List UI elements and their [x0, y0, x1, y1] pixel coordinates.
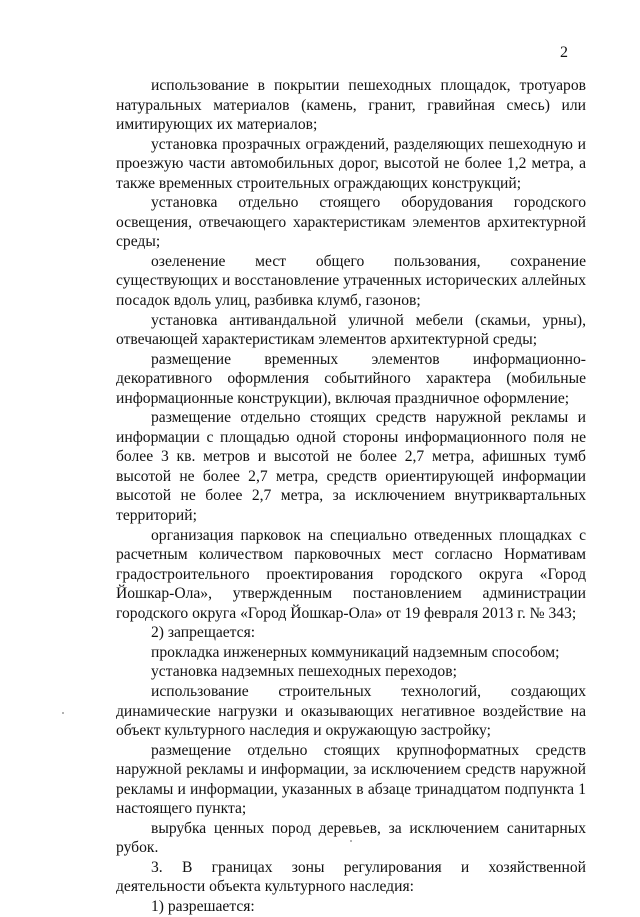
scan-speck: [62, 712, 64, 714]
paragraph: установка отдельно стоящего оборудования городского освещения, отвечающего характеристикам элементов архитектурной среды;: [116, 194, 586, 251]
paragraph: прокладка инженерных коммуникаций надземным способом;: [151, 643, 560, 661]
page-number: 2: [560, 44, 568, 61]
subsection-heading: 1) разрешается:: [151, 897, 255, 915]
paragraph: озеленение мест общего пользования, сохранение существующих и восстановление утраченных исторических аллейных посадок вдоль улиц, разбивка клумб, газонов;: [116, 252, 586, 310]
paragraph: размещение отдельно стоящих средств наружной рекламы и информации с площадью одной стороны информационного поля не более 3 кв. метров и высотой не более 2,7 метра, афишных тумб высотой не более 2,7 метра, средств ориентирующей информации высотой не более 2,7 метра, за исключением внутриквартальных территорий;: [116, 409, 586, 525]
paragraph: установка прозрачных ограждений, разделяющих пешеходную и проезжую части автомобильных дорог, высотой не более 1,2 метра, а также временных строительных ограждающих конструкций;: [116, 135, 586, 192]
paragraph: размещение временных элементов информационно-декоративного оформления событийного характера (мобильные информационные конструкции), включая праздничное оформление;: [116, 350, 586, 407]
document-body: [116, 76, 586, 917]
section-heading: 3. В границах зоны регулирования и хозяйственной деятельности объекта культурного наследия:: [116, 858, 586, 896]
scan-speck: [350, 840, 352, 842]
paragraph: использование строительных технологий, создающих динамические нагрузки и оказывающих негативное воздействие на объект культурного наследия и окружающую застройку;: [116, 682, 586, 740]
paragraph: использование в покрытии пешеходных площадок, тротуаров натуральных материалов (камень, гранит, гравийная смесь) или имитирующих их материалов;: [116, 77, 586, 134]
paragraph: организация парковок на специально отведенных площадках с расчетным количеством парковочных мест согласно Нормативам градостроительного проектирования городского округа «Город Йошкар-Ола», утвержденным постановлением администрации городского округа «Город Йошкар-Ола» от 19 февраля 2013 г. № 343;: [116, 526, 586, 622]
paragraph: размещение отдельно стоящих крупноформатных средств наружной рекламы и информации, за исключением средств наружной рекламы и информации, указанных в абзаце тринадцатом подпункта 1 настоящего пункта;: [116, 741, 586, 818]
paragraph: вырубка ценных пород деревьев, за исключением санитарных рубок.: [116, 819, 586, 857]
subsection-heading: 2) запрещается:: [151, 624, 256, 642]
paragraph: установка надземных пешеходных переходов;: [151, 663, 457, 681]
paragraph: установка антивандальной уличной мебели (скамьи, урны), отвечающей характеристикам элементов архитектурной среды;: [116, 311, 586, 349]
